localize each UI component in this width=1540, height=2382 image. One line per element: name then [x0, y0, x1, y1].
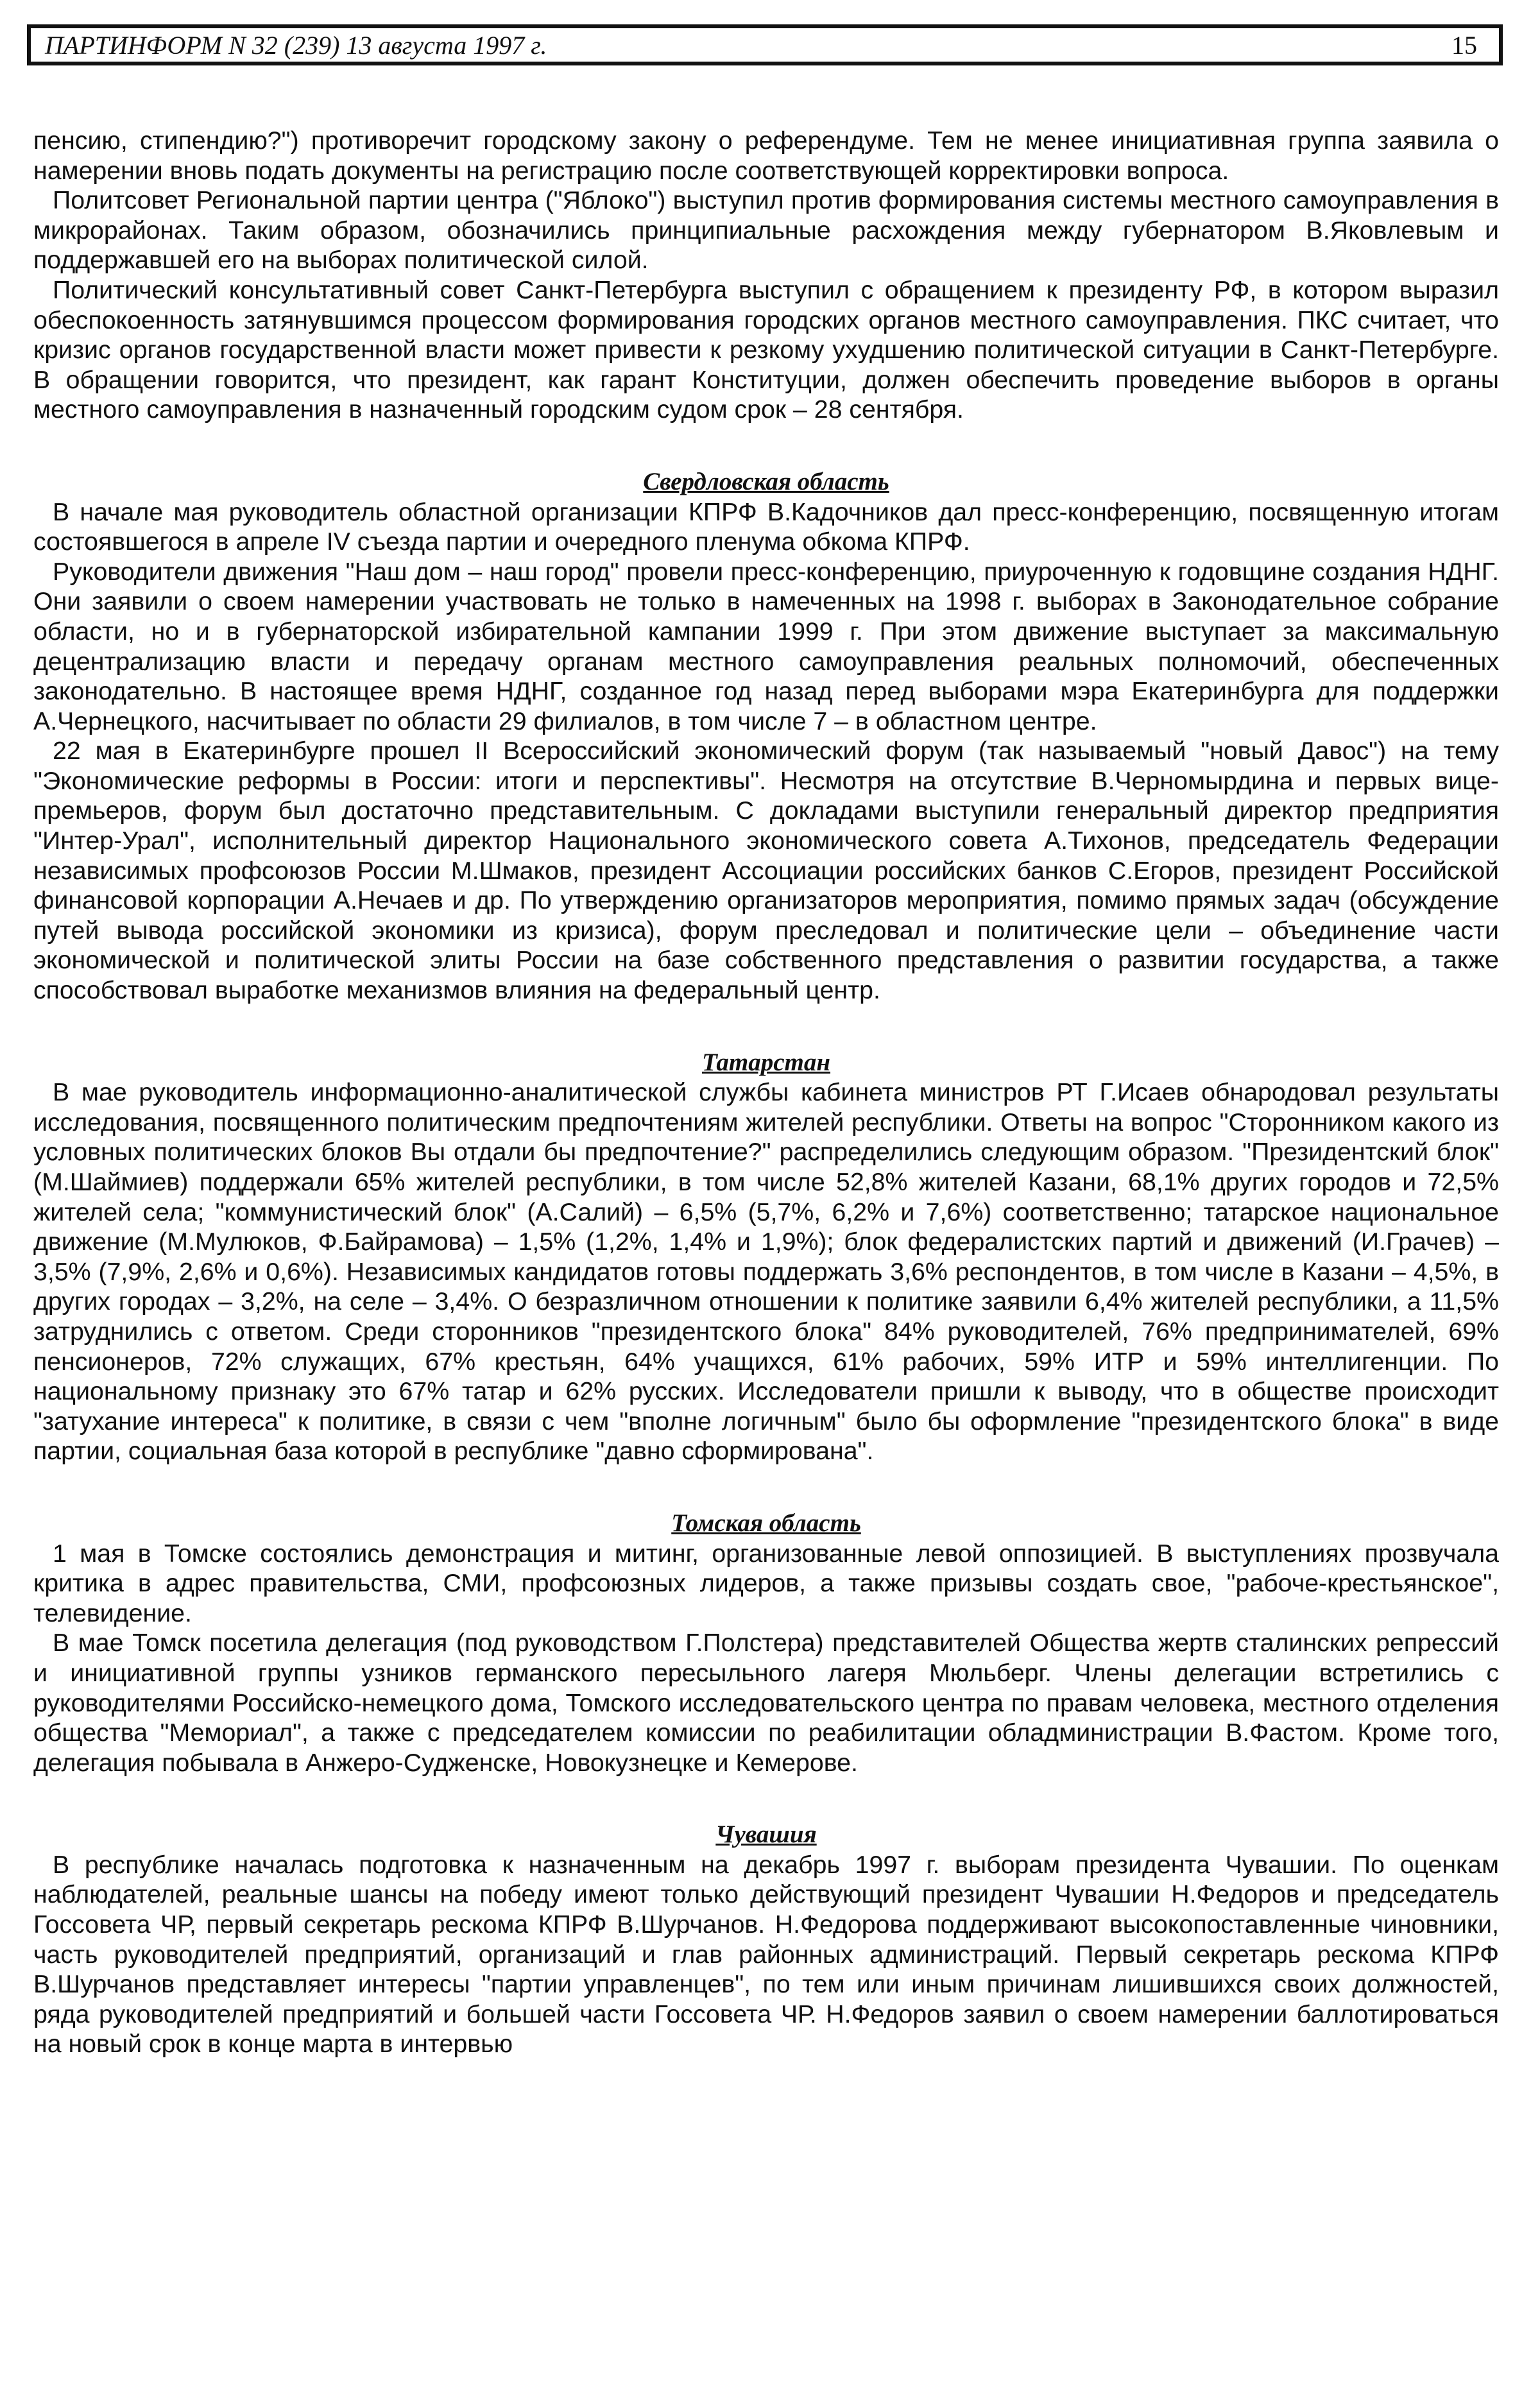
section-heading: Татарстан — [701, 1048, 831, 1076]
intro-block — [33, 126, 1499, 425]
section-heading: Томская область — [671, 1509, 861, 1537]
paragraph: В начале мая руководитель областной организации КПРФ В.Кадочников дал пресс-конференцию, посвященную итогам состоявшегося в апреле IV съезда партии и очередного пленума обкома КПРФ. — [33, 497, 1499, 556]
paragraph: Политический консультативный совет Санкт-Петербурга выступил с обращением к президенту РФ, в котором выразил обеспокоенность затянувшимся процессом формирования городских органов местного самоуправления. ПКС считает, что кризис органов государственной власти может привести к резкому ухудшению политической ситуации в Санкт-Петербурге. В обращении говорится, что президент, как гарант Конституции, должен обеспечить проведение выборов в органы местного самоуправления в назначенный городским судом срок – 28 сентября. — [33, 275, 1499, 424]
page-header — [27, 24, 1503, 65]
paragraph: Политсовет Региональной партии центра ("Яблоко") выступил против формирования системы местного самоуправления в микрорайонах. Таким образом, обозначились принципиальные расхождения между губернатором В.Яковлевым и поддержавшей его на выборах политической силой. — [33, 186, 1499, 275]
paragraph: Руководители движения "Наш дом – наш город" провели пресс-конференцию, приуроченную к годовщине создания НДНГ. Они заявили о своем намерении участвовать не только в намеченных на 1998 г. выборах в Законодательное собрание области, но и в губернаторской избирательной кампании 1999 г. При этом движение выступает за максимальную децентрализацию власти и передачу органам местного самоуправления реальных полномочий, обеспеченных законодательно. В настоящее время НДНГ, созданное год назад перед выборами мэра Екатеринбурга для поддержки А.Чернецкого, насчитывает по области 29 филиалов, в том числе 7 – в областном центре. — [33, 557, 1499, 735]
page-number: 15 — [1451, 30, 1477, 60]
section-heading: Свердловская область — [643, 467, 889, 495]
paragraph: В республике началась подготовка к назначенным на декабрь 1997 г. выборам президента Чувашии. По оценкам наблюдателей, реальные шансы на победу имеют только действующий президент Чувашии Н.Федоров и председатель Госсовета ЧР, первый секретарь рескома КПРФ В.Шурчанов. Н.Федорова поддерживают высокопоставленные чиновники, часть руководителей предприятий, организаций и глав районных администраций. Первый секретарь рескома КПРФ В.Шурчанов представляет интересы "партии управленцев", по тем или иным причинам лишившихся своих должностей, ряда руководителей предприятий и большей части Госсовета ЧР. Н.Федоров заявил о своем намерении баллотироваться на новый срок в конце марта в интервью — [33, 1850, 1499, 2059]
section-tatarstan — [33, 1048, 1499, 1466]
paragraph: В мае Томск посетила делегация (под руководством Г.Полстера) представителей Общества жертв сталинских репрессий и инициативной группы узников германского пересыльного лагеря Мюльберг. Члены делегации встретились с руководителями Российско-немецкого дома, Томского исследовательского центра по правам человека, местного отделения общества "Мемориал", а также с председателем комиссии по реабилитации обладминистрации В.Фастом. Кроме того, делегация побывала в Анжеро-Судженске, Новокузнецке и Кемерове. — [33, 1629, 1499, 1777]
section-heading: Чувашия — [715, 1821, 817, 1849]
section-tomsk — [33, 1509, 1499, 1778]
article-body — [33, 126, 1499, 2059]
section-sverdlovsk — [33, 467, 1499, 1006]
section-chuvashia — [33, 1820, 1499, 2059]
publication-title: ПАРТИНФОРМ N 32 (239) 13 августа 1997 г. — [45, 30, 547, 60]
paragraph: пенсию, стипендию?") противоречит городскому закону о референдуме. Тем не менее инициативная группа заявила о намерении вновь подать документы на регистрацию после соответствующей корректировки вопроса. — [33, 126, 1499, 185]
paragraph: В мае руководитель информационно-аналитической службы кабинета министров РТ Г.Исаев обнародовал результаты исследования, посвященного политическим предпочтениям жителей республики. Ответы на вопрос "Сторонником какого из условных политических блоков Вы отдали бы предпочтение?" распределились следующим образом. "Президентский блок" (М.Шаймиев) поддержали 65% жителей республики, в том числе 52,8% жителей Казани, 68,1% других городов и 72,5% жителей села; "коммунистический блок" (А.Салий) – 6,5% (5,7%, 6,2% и 7,6%) соответственно; татарское национальное движение (М.Мулюков, Ф.Байрамова) – 1,5% (1,2%, 1,4% и 1,9%); блок федералистских партий и движений (И.Грачев) – 3,5% (7,9%, 2,6% и 0,6%). Независимых кандидатов готовы поддержать 3,6% респондентов, в том числе в Казани – 4,5%, в других городах – 3,2%, на селе – 3,4%. О безразличном отношении к политике заявили 6,4% жителей республики, а 11,5% затруднились с ответом. Среди сторонников "президентского блока" 84% руководителей, 76% предпринимателей, 69% пенсионеров, 72% служащих, 67% крестьян, 64% учащихся, 61% рабочих, 59% ИТР и 59% интеллигенции. По национальному признаку это 67% татар и 62% русских. Исследователи пришли к выводу, что в обществе происходит "затухание интереса" к политике, в связи с чем "вполне логичным" было бы оформление "президентского блока" в виде партии, социальная база которой в республике "давно сформирована". — [33, 1078, 1499, 1466]
paragraph: 22 мая в Екатеринбурге прошел II Всероссийский экономический форум (так называемый "новый Давос") на тему "Экономические реформы в России: итоги и перспективы". Несмотря на отсутствие В.Черномырдина и первых вице-премьеров, форум был достаточно представительным. С докладами выступили генеральный директор предприятия "Интер-Урал", исполнительный директор Национального экономического совета А.Тихонов, председатель Федерации независимых профсоюзов России М.Шмаков, президент Ассоциации российских банков С.Егоров, президент Российской финансовой корпорации А.Нечаев и др. По утверждению организаторов мероприятия, помимо прямых задач (обсуждение путей вывода российской экономики из кризиса), форум преследовал и политические цели – объединение части экономической и политической элиты России на базе собственного представления о развитии государства, а также способствовал выработке механизмов влияния на федеральный центр. — [33, 737, 1499, 1005]
paragraph: 1 мая в Томске состоялись демонстрация и митинг, организованные левой оппозицией. В выступлениях прозвучала критика в адрес правительства, СМИ, профсоюзных лидеров, а также призывы создать свое, "рабоче-крестьянское", телевидение. — [33, 1539, 1499, 1627]
